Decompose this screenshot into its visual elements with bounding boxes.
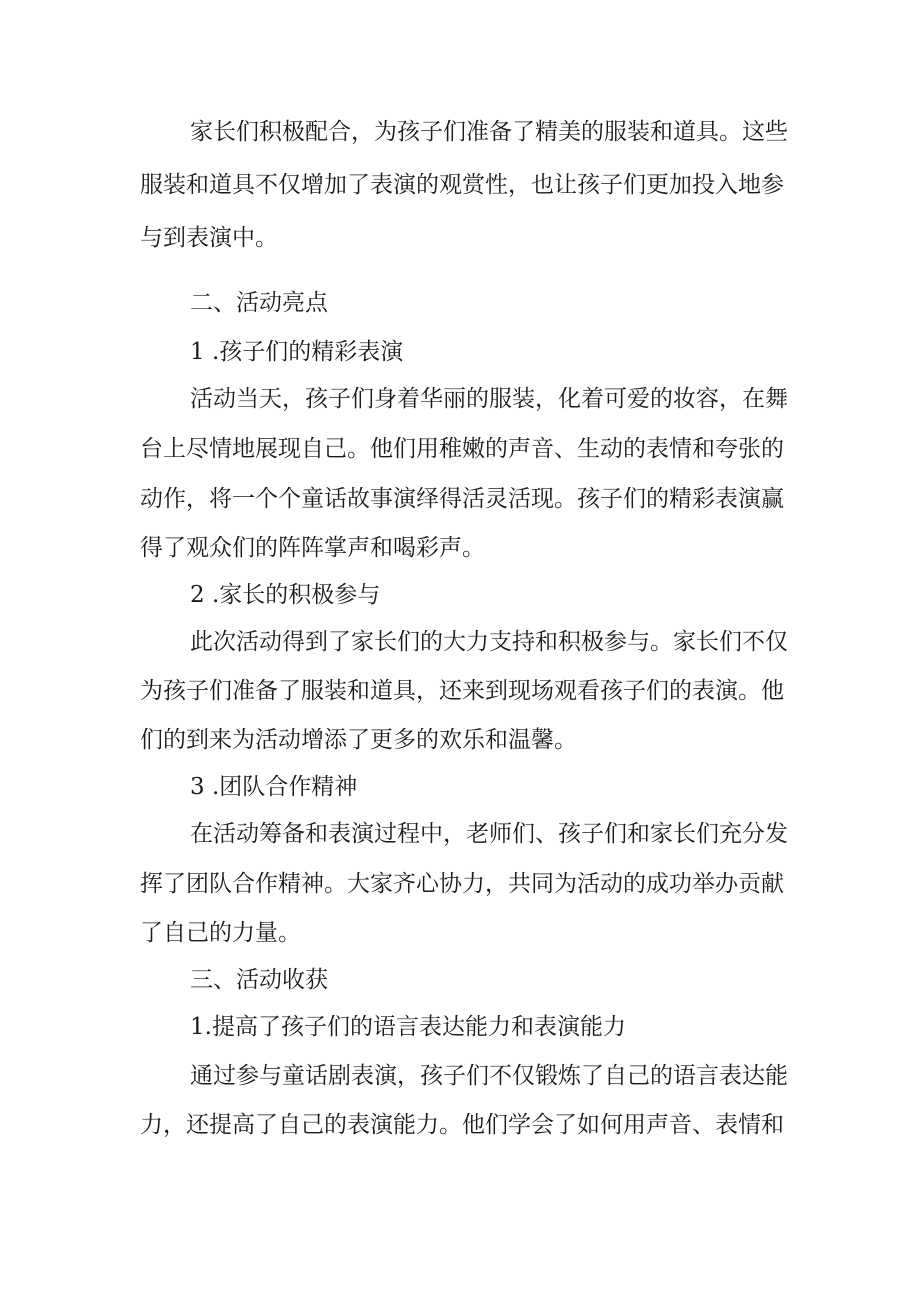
section-heading-gains: 三、活动收获: [190, 967, 328, 993]
paragraph-line: 此次活动得到了家长们的大力支持和积极参与。家长们不仅: [190, 629, 788, 655]
paragraph-line: 与到表演中。: [140, 225, 278, 251]
paragraph-line: 了自己的力量。: [140, 920, 301, 946]
section-heading-highlights: 二、活动亮点: [190, 290, 328, 316]
paragraph-line: 通过参与童话剧表演，孩子们不仅锻炼了自己的语言表达能: [190, 1063, 788, 1089]
paragraph-line: 在活动筹备和表演过程中，老师们、孩子们和家长们充分发: [190, 821, 788, 847]
paragraph-line: 力，还提高了自己的表演能力。他们学会了如何用声音、表情和: [140, 1112, 784, 1138]
subheading-parent-participation: 2 .家长的积极参与: [190, 582, 381, 608]
paragraph-line: 家长们积极配合，为孩子们准备了精美的服装和道具。这些: [190, 119, 788, 145]
paragraph-line: 为孩子们准备了服装和道具，还来到现场观看孩子们的表演。他: [140, 678, 784, 704]
subheading-teamwork: 3 .团队合作精神: [190, 774, 358, 800]
paragraph-line: 们的到来为活动增添了更多的欢乐和温馨。: [140, 727, 577, 753]
subheading-children-performance: 1 .孩子们的精彩表演: [190, 339, 404, 365]
paragraph-line: 动作，将一个个童话故事演绎得活灵活现。孩子们的精彩表演赢: [140, 486, 784, 512]
paragraph-line: 服装和道具不仅增加了表演的观赏性，也让孩子们更加投入地参: [140, 172, 784, 198]
subheading-language-ability: 1.提高了孩子们的语言表达能力和表演能力: [190, 1014, 626, 1040]
paragraph-line: 台上尽情地展现自己。他们用稚嫩的声音、生动的表情和夸张的: [140, 436, 784, 462]
paragraph-line: 活动当天，孩子们身着华丽的服装，化着可爱的妆容，在舞: [190, 386, 788, 412]
paragraph-line: 挥了团队合作精神。大家齐心协力，共同为活动的成功举办贡献: [140, 871, 784, 897]
paragraph-line: 得了观众们的阵阵掌声和喝彩声。: [140, 535, 485, 561]
